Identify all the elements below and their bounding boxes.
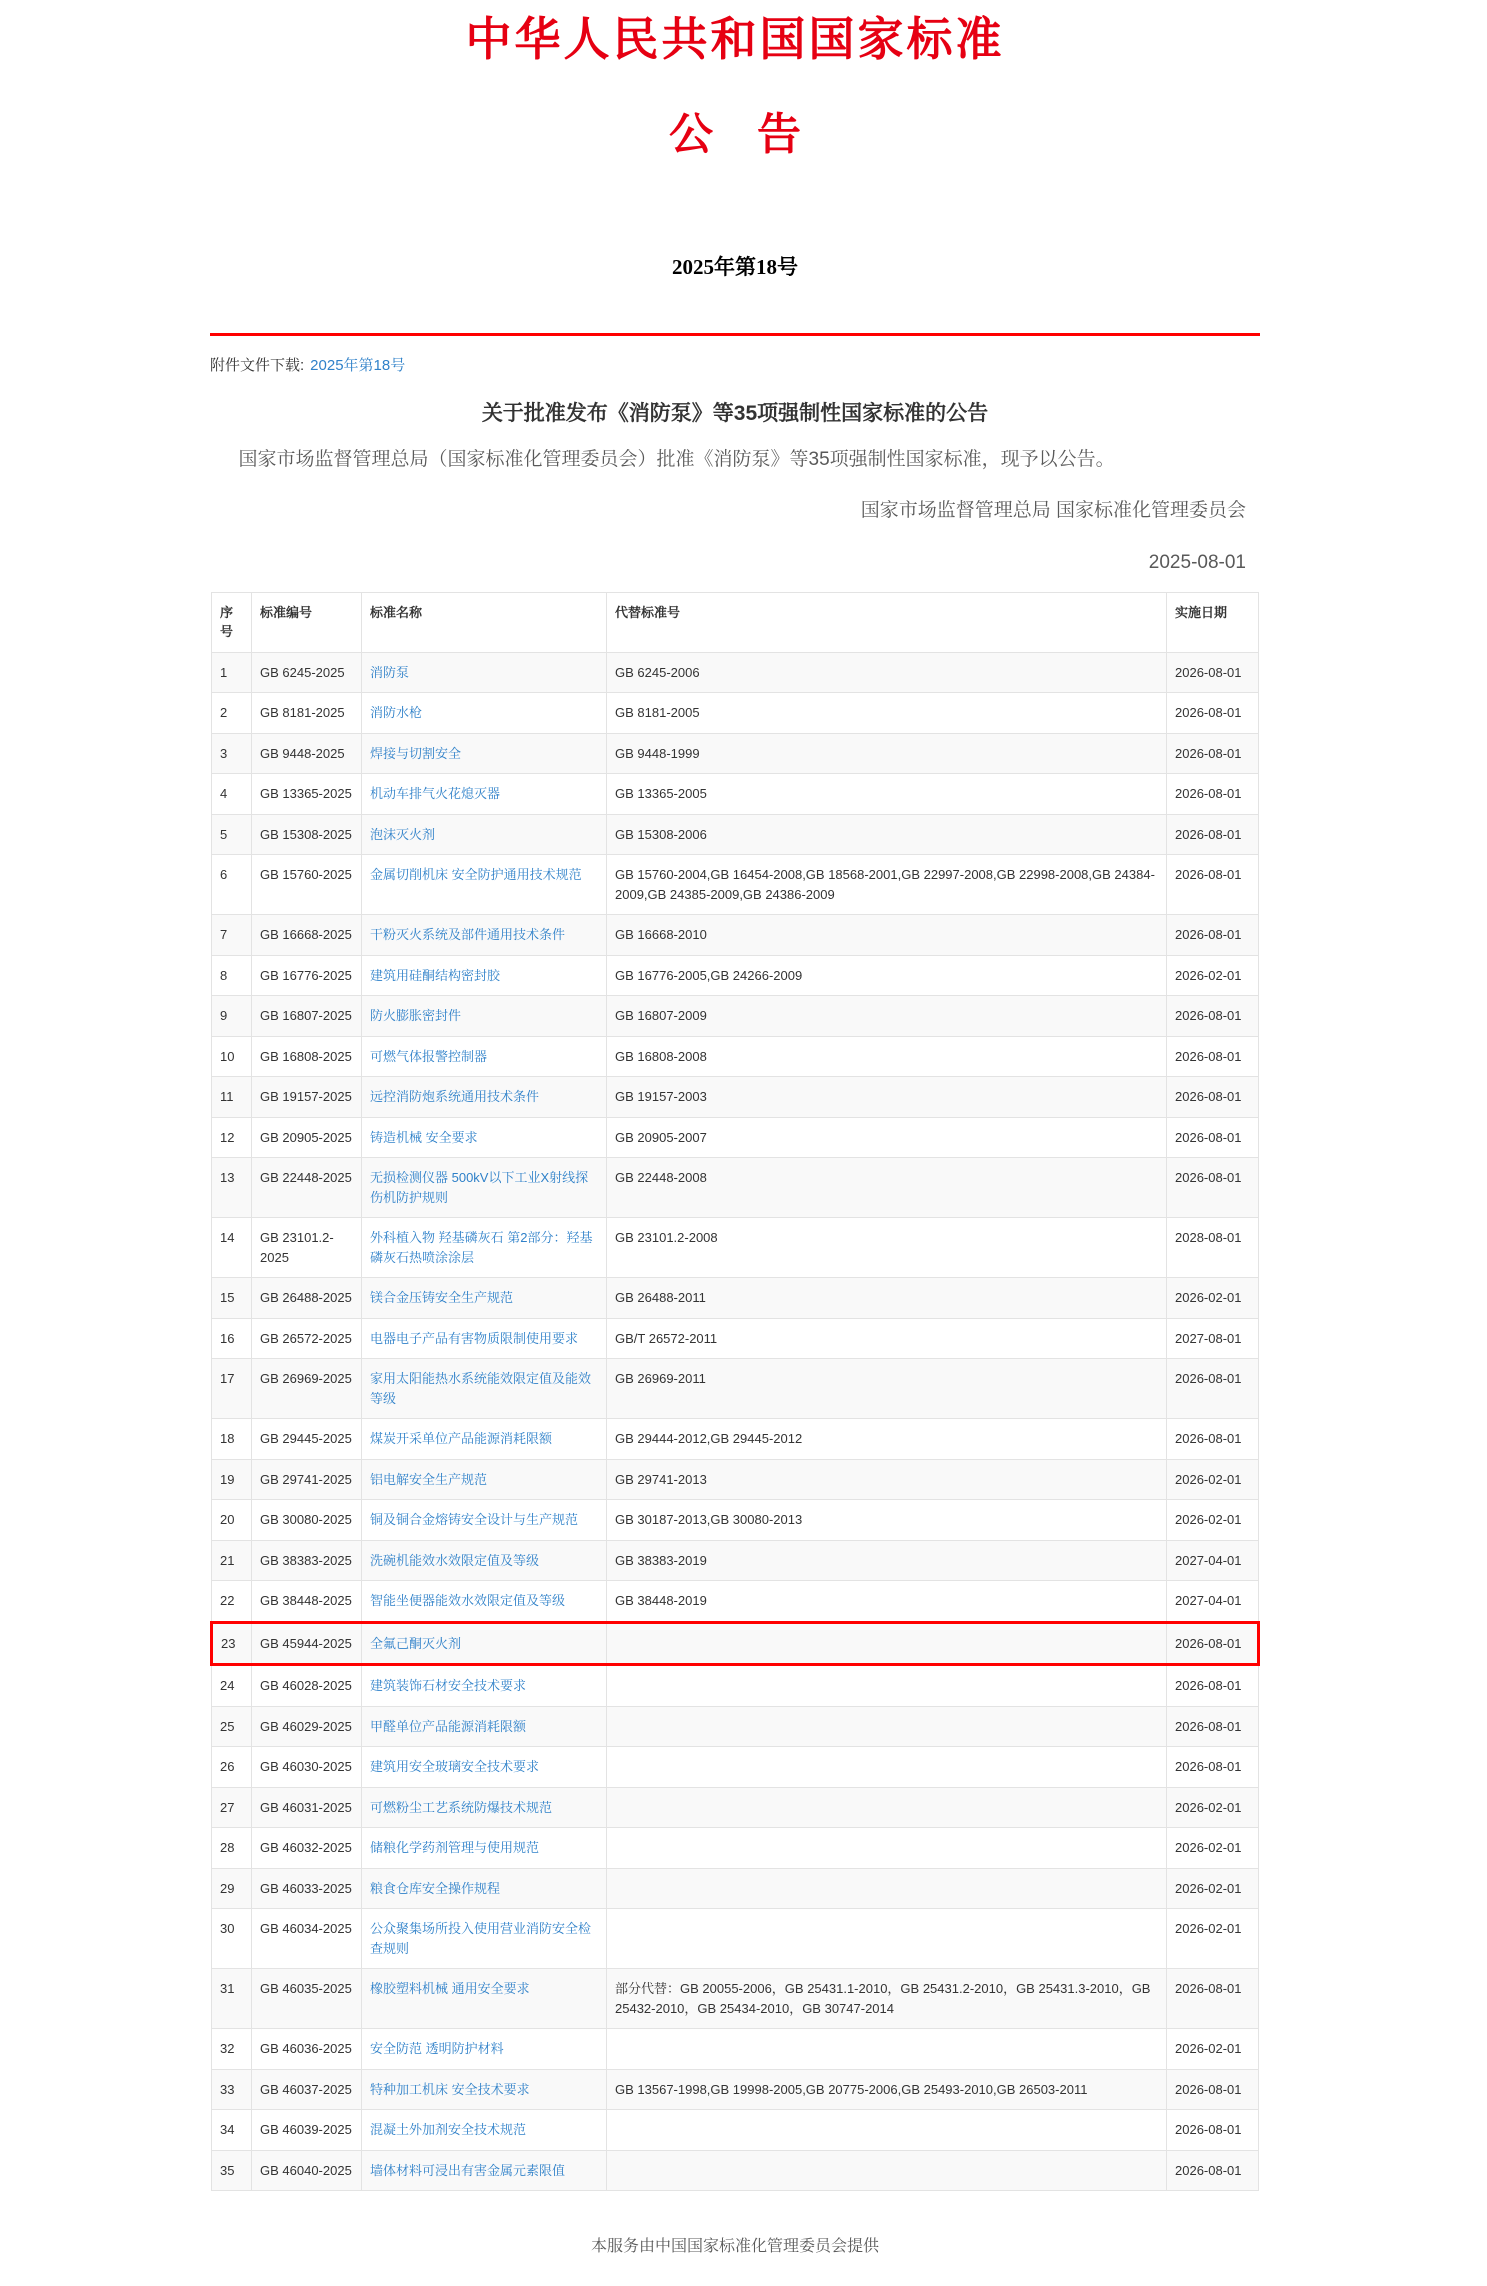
standard-name-link[interactable]: 储粮化学药剂管理与使用规范 xyxy=(370,1840,540,1856)
cell-replaced: GB 38448-2019 xyxy=(607,1581,1167,1623)
standard-name-link[interactable]: 消防水枪 xyxy=(370,705,423,721)
cell-name xyxy=(362,733,607,774)
standard-name-link[interactable]: 煤炭开采单位产品能源消耗限额 xyxy=(370,1431,553,1447)
cell-code: GB 23101.2-2025 xyxy=(252,1218,362,1278)
table-row xyxy=(212,774,1259,815)
cell-name xyxy=(362,915,607,956)
cell-name xyxy=(362,814,607,855)
cell-seq: 25 xyxy=(212,1706,252,1747)
cell-date: 2026-02-01 xyxy=(1167,1278,1259,1319)
cell-name xyxy=(362,652,607,693)
announcement-body: 国家市场监督管理总局（国家标准化管理委员会）批准《消防泵》等35项强制性国家标准，现予以公告。 xyxy=(238,449,1115,471)
standard-name-link[interactable]: 墙体材料可浸出有害金属元素限值 xyxy=(370,2162,566,2178)
cell-name xyxy=(362,1540,607,1581)
cell-seq: 1 xyxy=(212,652,252,693)
attachment-label: 附件文件下载: xyxy=(210,357,305,375)
cell-replaced: GB 23101.2-2008 xyxy=(607,1218,1167,1278)
cell-replaced xyxy=(607,1706,1167,1747)
standard-name-link[interactable]: 智能坐便器能效水效限定值及等级 xyxy=(370,1593,566,1609)
table-row xyxy=(212,693,1259,734)
cell-name xyxy=(362,1909,607,1969)
cell-replaced xyxy=(607,1909,1167,1969)
cell-seq: 17 xyxy=(212,1359,252,1419)
standard-name-link[interactable]: 可燃粉尘工艺系统防爆技术规范 xyxy=(370,1799,553,1815)
cell-code: GB 29445-2025 xyxy=(252,1419,362,1460)
table-row xyxy=(212,955,1259,996)
cell-name xyxy=(362,1787,607,1828)
cell-name xyxy=(362,1706,607,1747)
cell-replaced: GB 6245-2006 xyxy=(607,652,1167,693)
cell-name xyxy=(362,1218,607,1278)
table-row xyxy=(212,1868,1259,1909)
cell-code: GB 46029-2025 xyxy=(252,1706,362,1747)
standard-name-link[interactable]: 混凝土外加剂安全技术规范 xyxy=(370,2122,527,2138)
cell-replaced: GB 8181-2005 xyxy=(607,693,1167,734)
table-row xyxy=(212,1909,1259,1969)
cell-replaced: GB 30187-2013,GB 30080-2013 xyxy=(607,1500,1167,1541)
table-row xyxy=(212,2069,1259,2110)
cell-date: 2026-08-01 xyxy=(1167,1036,1259,1077)
cell-code: GB 22448-2025 xyxy=(252,1158,362,1218)
issue-number: 2025年第18号 xyxy=(672,255,798,280)
cell-date: 2026-08-01 xyxy=(1167,2110,1259,2151)
standard-name-link[interactable]: 焊接与切割安全 xyxy=(370,745,462,761)
cell-name xyxy=(362,2069,607,2110)
cell-date: 2028-08-01 xyxy=(1167,1218,1259,1278)
cell-replaced: GB 15308-2006 xyxy=(607,814,1167,855)
cell-replaced: GB 16807-2009 xyxy=(607,996,1167,1037)
standard-name-link[interactable]: 镁合金压铸安全生产规范 xyxy=(370,1290,514,1306)
cell-replaced: GB 26969-2011 xyxy=(607,1359,1167,1419)
cell-code: GB 15308-2025 xyxy=(252,814,362,855)
cell-seq: 14 xyxy=(212,1218,252,1278)
table-row xyxy=(212,1218,1259,1278)
cell-name xyxy=(362,1036,607,1077)
cell-seq: 23 xyxy=(212,1622,252,1665)
table-row xyxy=(212,652,1259,693)
cell-code: GB 46028-2025 xyxy=(252,1665,362,1707)
table-row xyxy=(212,996,1259,1037)
cell-date: 2027-04-01 xyxy=(1167,1540,1259,1581)
cell-replaced: GB 38383-2019 xyxy=(607,1540,1167,1581)
cell-code: GB 6245-2025 xyxy=(252,652,362,693)
cell-seq: 32 xyxy=(212,2029,252,2070)
standard-name-link[interactable]: 全氟己酮灭火剂 xyxy=(370,1635,462,1651)
header-code: 标准编号 xyxy=(252,592,362,652)
cell-seq: 18 xyxy=(212,1419,252,1460)
standard-name-link[interactable]: 铜及铜合金熔铸安全设计与生产规范 xyxy=(370,1512,579,1528)
cell-seq: 15 xyxy=(212,1278,252,1319)
standard-name-link[interactable]: 铝电解安全生产规范 xyxy=(370,1471,488,1487)
cell-seq: 21 xyxy=(212,1540,252,1581)
cell-code: GB 46030-2025 xyxy=(252,1747,362,1788)
cell-replaced xyxy=(607,1747,1167,1788)
cell-name xyxy=(362,2029,607,2070)
cell-name xyxy=(362,1158,607,1218)
cell-code: GB 46036-2025 xyxy=(252,2029,362,2070)
standards-table xyxy=(210,592,1260,2192)
header-name: 标准名称 xyxy=(362,592,607,652)
page xyxy=(210,0,1260,2286)
standard-name-link[interactable]: 甲醛单位产品能源消耗限额 xyxy=(370,1718,527,1734)
cell-seq: 27 xyxy=(212,1787,252,1828)
table-row xyxy=(212,1787,1259,1828)
cell-seq: 26 xyxy=(212,1747,252,1788)
cell-name xyxy=(362,1622,607,1665)
cell-date: 2026-02-01 xyxy=(1167,955,1259,996)
cell-seq: 4 xyxy=(212,774,252,815)
cell-replaced: GB 16808-2008 xyxy=(607,1036,1167,1077)
cell-date: 2026-02-01 xyxy=(1167,1500,1259,1541)
cell-code: GB 15760-2025 xyxy=(252,855,362,915)
cell-date: 2026-02-01 xyxy=(1167,1868,1259,1909)
cell-code: GB 20905-2025 xyxy=(252,1117,362,1158)
cell-replaced: GB 19157-2003 xyxy=(607,1077,1167,1118)
cell-replaced: GB 20905-2007 xyxy=(607,1117,1167,1158)
table-row xyxy=(212,855,1259,915)
gazette-subtitle: 公 告 xyxy=(669,109,801,159)
cell-replaced xyxy=(607,2110,1167,2151)
standard-name-link[interactable]: 铸造机械 安全要求 xyxy=(370,1129,478,1145)
cell-seq: 35 xyxy=(212,2150,252,2191)
table-row xyxy=(212,1500,1259,1541)
announcement-title: 关于批准发布《消防泵》等35项强制性国家标准的公告 xyxy=(481,402,989,426)
cell-replaced: GB 15760-2004,GB 16454-2008,GB 18568-2001,GB 22997-2008,GB 22998-2008,GB 24384-2009,GB 24385-2009,GB 24386-2009 xyxy=(607,855,1167,915)
table-row xyxy=(212,1540,1259,1581)
standard-name-link[interactable]: 建筑用硅酮结构密封胶 xyxy=(370,967,501,983)
cell-date: 2026-08-01 xyxy=(1167,1665,1259,1707)
cell-date: 2026-08-01 xyxy=(1167,1747,1259,1788)
cell-code: GB 46040-2025 xyxy=(252,2150,362,2191)
issuing-authority: 国家市场监督管理总局 国家标准化管理委员会 xyxy=(860,499,1246,521)
table-row xyxy=(212,1747,1259,1788)
cell-date: 2026-08-01 xyxy=(1167,693,1259,734)
table-row xyxy=(212,1622,1259,1665)
red-divider xyxy=(210,333,1260,336)
cell-code: GB 29741-2025 xyxy=(252,1459,362,1500)
cell-seq: 10 xyxy=(212,1036,252,1077)
table-row xyxy=(212,2150,1259,2191)
standard-name-link[interactable]: 洗碗机能效水效限定值及等级 xyxy=(370,1552,540,1568)
cell-replaced xyxy=(607,1868,1167,1909)
cell-name xyxy=(362,2110,607,2151)
cell-date: 2026-02-01 xyxy=(1167,1787,1259,1828)
cell-date: 2026-08-01 xyxy=(1167,1117,1259,1158)
table-row xyxy=(212,733,1259,774)
cell-replaced xyxy=(607,1828,1167,1869)
cell-replaced xyxy=(607,1665,1167,1707)
cell-seq: 13 xyxy=(212,1158,252,1218)
attachment-download-row xyxy=(210,344,1260,375)
cell-name xyxy=(362,1459,607,1500)
cell-code: GB 16776-2025 xyxy=(252,955,362,996)
cell-replaced: GB 16776-2005,GB 24266-2009 xyxy=(607,955,1167,996)
cell-seq: 28 xyxy=(212,1828,252,1869)
cell-seq: 6 xyxy=(212,855,252,915)
standard-name-link[interactable]: 机动车排气火花熄灭器 xyxy=(370,786,501,802)
cell-date: 2026-08-01 xyxy=(1167,1706,1259,1747)
cell-date: 2026-08-01 xyxy=(1167,774,1259,815)
cell-replaced: GB 9448-1999 xyxy=(607,733,1167,774)
cell-code: GB 16807-2025 xyxy=(252,996,362,1037)
cell-replaced: GB 29444-2012,GB 29445-2012 xyxy=(607,1419,1167,1460)
standard-name-link[interactable]: 金属切削机床 安全防护通用技术规范 xyxy=(370,867,582,883)
cell-name xyxy=(362,1747,607,1788)
standard-name-link[interactable]: 外科植入物 羟基磷灰石 第2部分：羟基磷灰石热喷涂涂层 xyxy=(370,1230,593,1265)
cell-date: 2026-08-01 xyxy=(1167,1158,1259,1218)
table-row xyxy=(212,814,1259,855)
cell-code: GB 45944-2025 xyxy=(252,1622,362,1665)
gazette-title: 中华人民共和国国家标准 xyxy=(465,14,1005,65)
standard-name-link[interactable]: 家用太阳能热水系统能效限定值及能效等级 xyxy=(370,1371,592,1406)
cell-date: 2027-04-01 xyxy=(1167,1581,1259,1623)
standard-name-link[interactable]: 泡沫灭火剂 xyxy=(370,826,436,842)
attachment-download-link[interactable]: 2025年第18号 xyxy=(310,357,406,375)
table-row xyxy=(212,1077,1259,1118)
cell-name xyxy=(362,855,607,915)
cell-code: GB 8181-2025 xyxy=(252,693,362,734)
cell-code: GB 30080-2025 xyxy=(252,1500,362,1541)
cell-name xyxy=(362,996,607,1037)
table-row xyxy=(212,2110,1259,2151)
cell-name xyxy=(362,1500,607,1541)
table-row xyxy=(212,1278,1259,1319)
cell-code: GB 26572-2025 xyxy=(252,1318,362,1359)
cell-date: 2026-02-01 xyxy=(1167,1459,1259,1500)
standard-name-link[interactable]: 建筑装饰石材安全技术要求 xyxy=(370,1678,527,1694)
cell-replaced xyxy=(607,2150,1167,2191)
cell-code: GB 46037-2025 xyxy=(252,2069,362,2110)
cell-seq: 33 xyxy=(212,2069,252,2110)
cell-replaced xyxy=(607,1622,1167,1665)
cell-seq: 11 xyxy=(212,1077,252,1118)
cell-seq: 7 xyxy=(212,915,252,956)
cell-seq: 9 xyxy=(212,996,252,1037)
cell-replaced: GB 13365-2005 xyxy=(607,774,1167,815)
cell-code: GB 19157-2025 xyxy=(252,1077,362,1118)
cell-name xyxy=(362,1077,607,1118)
cell-seq: 19 xyxy=(212,1459,252,1500)
cell-date: 2026-02-01 xyxy=(1167,1828,1259,1869)
cell-date: 2026-08-01 xyxy=(1167,1969,1259,2029)
table-row xyxy=(212,1158,1259,1218)
table-row xyxy=(212,2029,1259,2070)
standard-name-link[interactable]: 特种加工机床 安全技术要求 xyxy=(370,2081,530,2097)
cell-date: 2026-08-01 xyxy=(1167,814,1259,855)
cell-replaced: GB/T 26572-2011 xyxy=(607,1318,1167,1359)
standard-name-link[interactable]: 干粉灭火系统及部件通用技术条件 xyxy=(370,927,566,943)
cell-name xyxy=(362,1969,607,2029)
cell-name xyxy=(362,1359,607,1419)
cell-name xyxy=(362,1828,607,1869)
header-date: 实施日期 xyxy=(1167,592,1259,652)
standard-name-link[interactable]: 安全防范 透明防护材料 xyxy=(370,2041,504,2057)
cell-code: GB 38448-2025 xyxy=(252,1581,362,1623)
cell-code: GB 13365-2025 xyxy=(252,774,362,815)
cell-code: GB 46032-2025 xyxy=(252,1828,362,1869)
table-row xyxy=(212,1419,1259,1460)
table-row xyxy=(212,1828,1259,1869)
cell-code: GB 16808-2025 xyxy=(252,1036,362,1077)
standard-name-link[interactable]: 远控消防炮系统通用技术条件 xyxy=(370,1089,540,1105)
table-row xyxy=(212,915,1259,956)
document-header xyxy=(210,0,1260,281)
header-seq: 序号 xyxy=(212,592,252,652)
standard-name-link[interactable]: 消防泵 xyxy=(370,664,410,680)
table-header-row xyxy=(212,592,1259,652)
cell-name xyxy=(362,1419,607,1460)
cell-name xyxy=(362,2150,607,2191)
cell-name xyxy=(362,1318,607,1359)
cell-date: 2026-08-01 xyxy=(1167,1359,1259,1419)
cell-seq: 34 xyxy=(212,2110,252,2151)
cell-date: 2026-08-01 xyxy=(1167,1622,1259,1665)
cell-seq: 31 xyxy=(212,1969,252,2029)
cell-name xyxy=(362,955,607,996)
cell-name xyxy=(362,774,607,815)
cell-replaced: GB 16668-2010 xyxy=(607,915,1167,956)
cell-code: GB 46039-2025 xyxy=(252,2110,362,2151)
table-row xyxy=(212,1117,1259,1158)
table-row xyxy=(212,1706,1259,1747)
standard-name-link[interactable]: 无损检测仪器 500kV以下工业X射线探伤机防护规则 xyxy=(370,1170,589,1205)
table-row xyxy=(212,1318,1259,1359)
cell-date: 2027-08-01 xyxy=(1167,1318,1259,1359)
cell-seq: 8 xyxy=(212,955,252,996)
table-row xyxy=(212,1665,1259,1707)
cell-date: 2026-08-01 xyxy=(1167,733,1259,774)
cell-replaced: GB 13567-1998,GB 19998-2005,GB 20775-2006,GB 25493-2010,GB 26503-2011 xyxy=(607,2069,1167,2110)
cell-seq: 30 xyxy=(212,1909,252,1969)
cell-code: GB 46031-2025 xyxy=(252,1787,362,1828)
cell-date: 2026-08-01 xyxy=(1167,996,1259,1037)
cell-date: 2026-08-01 xyxy=(1167,855,1259,915)
table-row xyxy=(212,1581,1259,1623)
table-row xyxy=(212,1969,1259,2029)
cell-name xyxy=(362,1665,607,1707)
header-replaced: 代替标准号 xyxy=(607,592,1167,652)
cell-date: 2026-02-01 xyxy=(1167,1909,1259,1969)
table-row xyxy=(212,1036,1259,1077)
cell-code: GB 26488-2025 xyxy=(252,1278,362,1319)
cell-code: GB 46035-2025 xyxy=(252,1969,362,2029)
table-row xyxy=(212,1459,1259,1500)
cell-seq: 29 xyxy=(212,1868,252,1909)
footer-text: 本服务由中国国家标准化管理委员会提供 xyxy=(590,2238,879,2256)
cell-seq: 2 xyxy=(212,693,252,734)
cell-date: 2026-02-01 xyxy=(1167,2029,1259,2070)
cell-code: GB 46034-2025 xyxy=(252,1909,362,1969)
standard-name-link[interactable]: 电器电子产品有害物质限制使用要求 xyxy=(370,1330,579,1346)
cell-date: 2026-08-01 xyxy=(1167,915,1259,956)
cell-code: GB 16668-2025 xyxy=(252,915,362,956)
cell-code: GB 38383-2025 xyxy=(252,1540,362,1581)
cell-replaced: 部分代替：GB 20055-2006，GB 25431.1-2010，GB 25431.2-2010，GB 25431.3-2010，GB 25432-2010，GB 25434-2010，GB 30747-2014 xyxy=(607,1969,1167,2029)
cell-date: 2026-08-01 xyxy=(1167,2069,1259,2110)
standard-name-link[interactable]: 防火膨胀密封件 xyxy=(370,1008,462,1024)
cell-name xyxy=(362,1868,607,1909)
cell-code: GB 9448-2025 xyxy=(252,733,362,774)
cell-date: 2026-08-01 xyxy=(1167,1419,1259,1460)
publish-date: 2025-08-01 xyxy=(1148,551,1246,573)
cell-date: 2026-08-01 xyxy=(1167,652,1259,693)
cell-replaced: GB 26488-2011 xyxy=(607,1278,1167,1319)
cell-seq: 24 xyxy=(212,1665,252,1707)
cell-name xyxy=(362,1278,607,1319)
standard-name-link[interactable]: 可燃气体报警控制器 xyxy=(370,1048,488,1064)
cell-seq: 3 xyxy=(212,733,252,774)
cell-date: 2026-08-01 xyxy=(1167,1077,1259,1118)
standards-table-body xyxy=(212,652,1259,2191)
standard-name-link[interactable]: 粮食仓库安全操作规程 xyxy=(370,1880,501,1896)
cell-code: GB 26969-2025 xyxy=(252,1359,362,1419)
cell-replaced: GB 22448-2008 xyxy=(607,1158,1167,1218)
cell-name xyxy=(362,1117,607,1158)
standard-name-link[interactable]: 建筑用安全玻璃安全技术要求 xyxy=(370,1759,540,1775)
standard-name-link[interactable]: 公众聚集场所投入使用营业消防安全检查规则 xyxy=(370,1921,592,1956)
cell-name xyxy=(362,693,607,734)
cell-replaced xyxy=(607,1787,1167,1828)
cell-replaced: GB 29741-2013 xyxy=(607,1459,1167,1500)
cell-date: 2026-08-01 xyxy=(1167,2150,1259,2191)
cell-name xyxy=(362,1581,607,1623)
standard-name-link[interactable]: 橡胶塑料机械 通用安全要求 xyxy=(370,1981,530,1997)
cell-replaced xyxy=(607,2029,1167,2070)
table-row xyxy=(212,1359,1259,1419)
cell-seq: 22 xyxy=(212,1581,252,1623)
cell-seq: 12 xyxy=(212,1117,252,1158)
cell-code: GB 46033-2025 xyxy=(252,1868,362,1909)
cell-seq: 5 xyxy=(212,814,252,855)
cell-seq: 20 xyxy=(212,1500,252,1541)
cell-seq: 16 xyxy=(212,1318,252,1359)
